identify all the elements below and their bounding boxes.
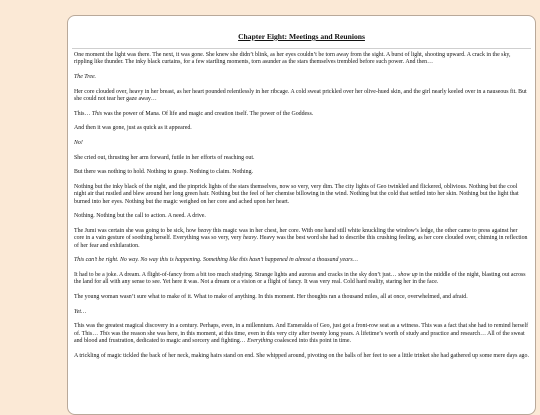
paragraph: Nothing. Nothing but the call to action. A need. A drive. bbox=[74, 213, 206, 220]
paragraph-italic: The Tree. bbox=[74, 73, 97, 80]
paragraph: Nothing but the inky black of the night, and the pinprick lights of the stars themselves, now so very, very dim. The city lights of Geo twinkled and flickered, oblivious. Nothing but the cool night air that rustled and blew around her long green hair. Nothing but the feel of her chemise billowing in the wind. Nothing but the cold that settled into her skin. Nothing but the light that burned into her eyes. Nothing but the magic weighed on her core and ached upon her heart. bbox=[74, 184, 519, 205]
paragraph-italic: No! bbox=[74, 140, 83, 147]
paragraph: She cried out, thrusting her arm forward, futile in her efforts of reaching out. bbox=[74, 154, 255, 161]
paragraph-italic: Yet… bbox=[74, 308, 87, 315]
paragraph bbox=[74, 228, 529, 250]
chapter-body bbox=[68, 49, 535, 360]
paragraph bbox=[74, 323, 529, 345]
text-run: This… bbox=[74, 110, 92, 117]
paragraph bbox=[74, 272, 529, 287]
document-page bbox=[67, 15, 536, 415]
text-run: . Heavy was the best word she had to describe this crushing feeling, as her core clouded over, chiming in reflection of her fear and exhilaration. bbox=[74, 235, 528, 249]
paragraph: A trickling of magic tickled the back of her neck, making hairs stand on end. She whipped around, pivoting on the balls of her feet to see a little trinket she had gathered up some mere days ago. bbox=[74, 352, 529, 359]
paragraph: And then it was gone, just as quick as it appeared. bbox=[74, 125, 192, 132]
emphasis-run: This bbox=[91, 110, 102, 117]
paragraph: But there was nothing to hold. Nothing to grasp. Nothing to claim. Nothing. bbox=[74, 169, 253, 176]
paragraph: Her core clouded over, heavy in her breast, as her heart pounded relentlessly in her ribcage. A cold sweat prickled over her olive-hued skin, and the girl nearly keeled over in a nauseous fit. But she could not tear her gaze away… bbox=[74, 88, 527, 102]
text-run: this magic was in her chest, her core. With one hand still white knuckling the window’s ledge, the other came to press against her core in a vain gesture of soothing herself. Everything was so very, very bbox=[74, 228, 518, 242]
emphasis-run: This bbox=[99, 330, 110, 337]
emphasis-run: Everything bbox=[247, 337, 273, 344]
paragraph-italic: This can’t be right. No way. No way this is happening. Something like this hasn’t happened in almost a thousand years… bbox=[74, 257, 358, 264]
text-run: was the power of Mana. Of life and magic and creation itself. The power of the Goddess. bbox=[102, 110, 314, 117]
text-run: was the reason she was here, in this moment, at this time, even in this very city after twenty long years. A lifetime’s worth of study and practice and research… All of the sweat and blood and frustration, dedicated to magic and sorcery and fighting… bbox=[74, 330, 525, 344]
paragraph bbox=[74, 111, 529, 118]
emphasis-run: heavy bbox=[242, 235, 257, 242]
paragraph: One moment the light was there. The next, it was gone. She knew she didn’t blink, as her eyes couldn’t be torn away from the sight. A burst of light, shooting upward. A crack in the sky, rippling like thunder. The inky black curtains, for a few startling moments, torn asunder as the stars themselves trembled before such power. And then… bbox=[74, 52, 511, 66]
text-run: It had to be a joke. A dream. A flight-of-fancy from a bit too much studying. Strange lights and auroras and cracks in the sky don’t just… bbox=[74, 272, 399, 279]
paragraph: The young woman wasn’t sure what to make of it. What to make of anything. In this moment. Her thoughts ran a thousand miles, all at once, overwhelmed, and afraid. bbox=[74, 294, 468, 301]
text-run: in the middle of the night, blasting out across the land for all with any sense to see. Yet here it was. Not a dream or a vision or a flight of fancy. It was very real. Cold hard reality, staring her in the face. bbox=[74, 272, 526, 286]
emphasis-run: heavy bbox=[197, 228, 212, 235]
text-run: The Jumi was certain she was going to be sick, how bbox=[74, 228, 198, 235]
emphasis-run: show up bbox=[398, 272, 418, 279]
text-run: This was the greatest magical discovery in a century. Perhaps, even, in a millennium. And Esmeralda of Geo, just got a front-row seat as a witness. This was a fact that she had to remind herself of. This… bbox=[74, 323, 529, 337]
text-run: coalesced into this point in time. bbox=[272, 337, 351, 344]
chapter-title: Chapter Eight: Meetings and Reunions bbox=[238, 32, 365, 41]
